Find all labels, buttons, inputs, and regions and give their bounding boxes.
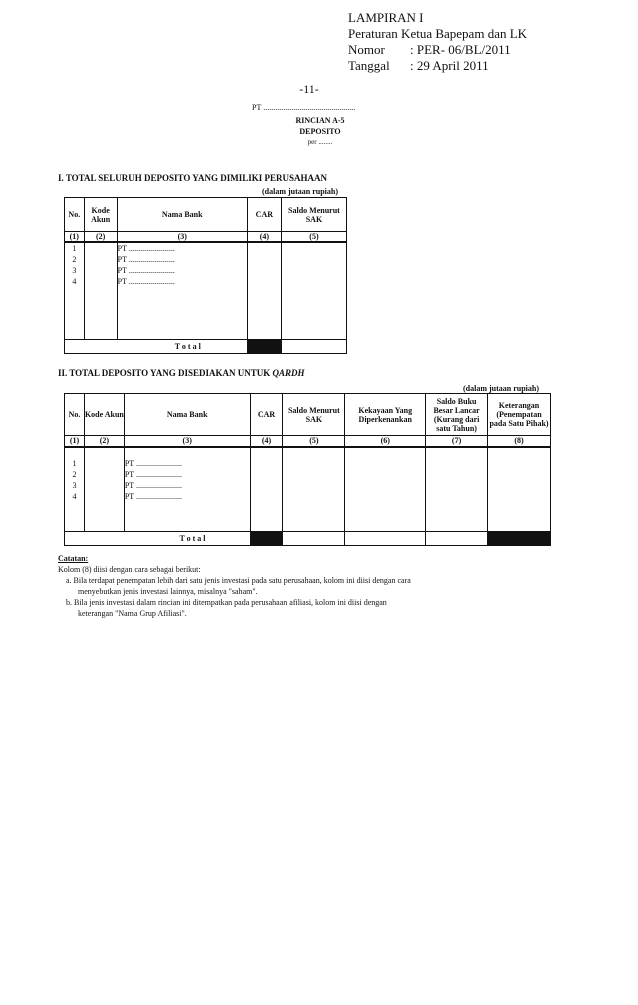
s2-num-5: (5) [283, 436, 345, 447]
s1-col-bank: Nama Bank [117, 198, 247, 232]
s2-num-2: (2) [84, 436, 124, 447]
s1-row-no: 3 [72, 266, 77, 276]
nomor-row [348, 42, 527, 58]
section2-total-row [65, 532, 551, 546]
s1-row-no: 2 [72, 255, 77, 265]
section2-header-row [65, 394, 551, 436]
s1-total-value [281, 339, 346, 353]
s2-row-bank: PT ....................... [124, 458, 183, 468]
s2-num-1: (1) [65, 436, 85, 447]
s2-num-7: (7) [426, 436, 488, 447]
form-title: DEPOSITO [299, 127, 341, 136]
s2-row-no: 2 [72, 469, 77, 479]
s1-num-2: (2) [84, 232, 117, 243]
s1-row-no: 1 [72, 244, 77, 254]
form-code: RINCIAN A-5 [295, 116, 345, 125]
notes-intro: Kolom (8) diisi dengan cara sebagai berikut: [58, 565, 201, 574]
s2-col-no: No. [65, 394, 85, 436]
s2-col-car: CAR [250, 394, 283, 436]
s1-total-car-blackout [247, 339, 281, 353]
section2-body [65, 447, 551, 532]
per-line: per ........ [307, 138, 333, 146]
section1-total-row [65, 339, 347, 353]
s2-num-8: (8) [488, 436, 551, 447]
s2-col-bank: Nama Bank [124, 394, 250, 436]
tanggal-label: Tanggal [348, 58, 390, 73]
s1-row-no: 4 [72, 277, 77, 287]
section2-title [58, 368, 305, 378]
s2-col-kode: Kode Akun [84, 394, 124, 436]
section2-unit: (dalam jutaan rupiah) [463, 384, 540, 393]
nomor-label: Nomor [348, 42, 385, 57]
s2-total-label: T o t a l [65, 532, 251, 546]
s1-num-4: (4) [247, 232, 281, 243]
company-line: PT .............................................. [252, 103, 356, 112]
s2-total-keterangan-blackout [488, 532, 551, 546]
s2-col-saldo: Saldo Menurut SAK [283, 394, 345, 436]
page-number: -11- [299, 82, 319, 96]
s2-col-saldo-buku: Saldo Buku Besar Lancar (Kurang dari satu Tahun) [426, 394, 488, 436]
notes-b-line1: b. Bila jenis investasi dalam rincian ini ditempatkan pada perusahaan afiliasi, kolom ini diisi dengan [66, 598, 387, 607]
s2-row-bank: PT ....................... [124, 491, 183, 501]
lampiran-title: LAMPIRAN I [348, 10, 424, 25]
s2-col-keterangan: Keterangan (Penempatan pada Satu Pihak) [488, 394, 551, 436]
notes-a-line1: a. Bila terdapat penempatan lebih dari satu jenis investasi pada satu perusahaan, kolom ini diisi dengan cara [66, 576, 411, 585]
s1-num-1: (1) [65, 232, 85, 243]
s1-row-bank: PT ....................... [117, 244, 175, 254]
tanggal-row [348, 58, 527, 74]
section1-unit: (dalam jutaan rupiah) [262, 187, 339, 196]
s1-row-bank: PT ....................... [117, 266, 175, 276]
s1-col-no: No. [65, 198, 85, 232]
s2-row-no: 1 [72, 458, 77, 468]
s1-col-kode: Kode Akun [84, 198, 117, 232]
s1-num-3: (3) [117, 232, 247, 243]
s1-col-saldo: Saldo Menurut SAK [281, 198, 346, 232]
s1-row-bank: PT ....................... [117, 255, 175, 265]
s2-row-bank: PT ....................... [124, 469, 183, 479]
section2-colnum-row [65, 436, 551, 447]
section1-title: I. TOTAL SELURUH DEPOSITO YANG DIMILIKI PERUSAHAAN [58, 173, 327, 183]
section1-table [64, 197, 347, 354]
s2-row-bank: PT ....................... [124, 480, 183, 490]
s2-col-kekayaan: Kekayaan Yang Diperkenankan [345, 394, 426, 436]
s1-col-car: CAR [247, 198, 281, 232]
nomor-value: : PER- 06/BL/2011 [410, 42, 511, 57]
tanggal-value: : 29 April 2011 [410, 58, 489, 73]
notes-block [58, 553, 558, 619]
section2-title-italic: QARDH [272, 368, 305, 378]
s2-total-car-blackout [250, 532, 283, 546]
s1-num-5: (5) [281, 232, 346, 243]
section2-table [64, 393, 551, 546]
lampiran-header [348, 10, 527, 74]
section1-colnum-row [65, 232, 347, 243]
s2-row-no: 4 [72, 491, 77, 501]
notes-b-line2: keterangan "Nama Grup Afiliasi". [78, 609, 187, 618]
regulation-title: Peraturan Ketua Bapepam dan LK [348, 26, 528, 41]
s2-row-no: 3 [72, 480, 77, 490]
s2-num-4: (4) [250, 436, 283, 447]
s2-num-3: (3) [124, 436, 250, 447]
s2-num-6: (6) [345, 436, 426, 447]
notes-a-line2: menyebutkan jenis investasi lainnya, misalnya "saham". [78, 587, 258, 596]
notes-title: Catatan: [58, 554, 89, 563]
section1-header-row [65, 198, 347, 232]
s1-total-label: T o t a l [65, 339, 248, 353]
section2-title-prefix: II. TOTAL DEPOSITO YANG DISEDIAKAN UNTUK [58, 368, 273, 378]
s1-row-bank: PT ....................... [117, 277, 175, 287]
section1-body [65, 242, 347, 339]
